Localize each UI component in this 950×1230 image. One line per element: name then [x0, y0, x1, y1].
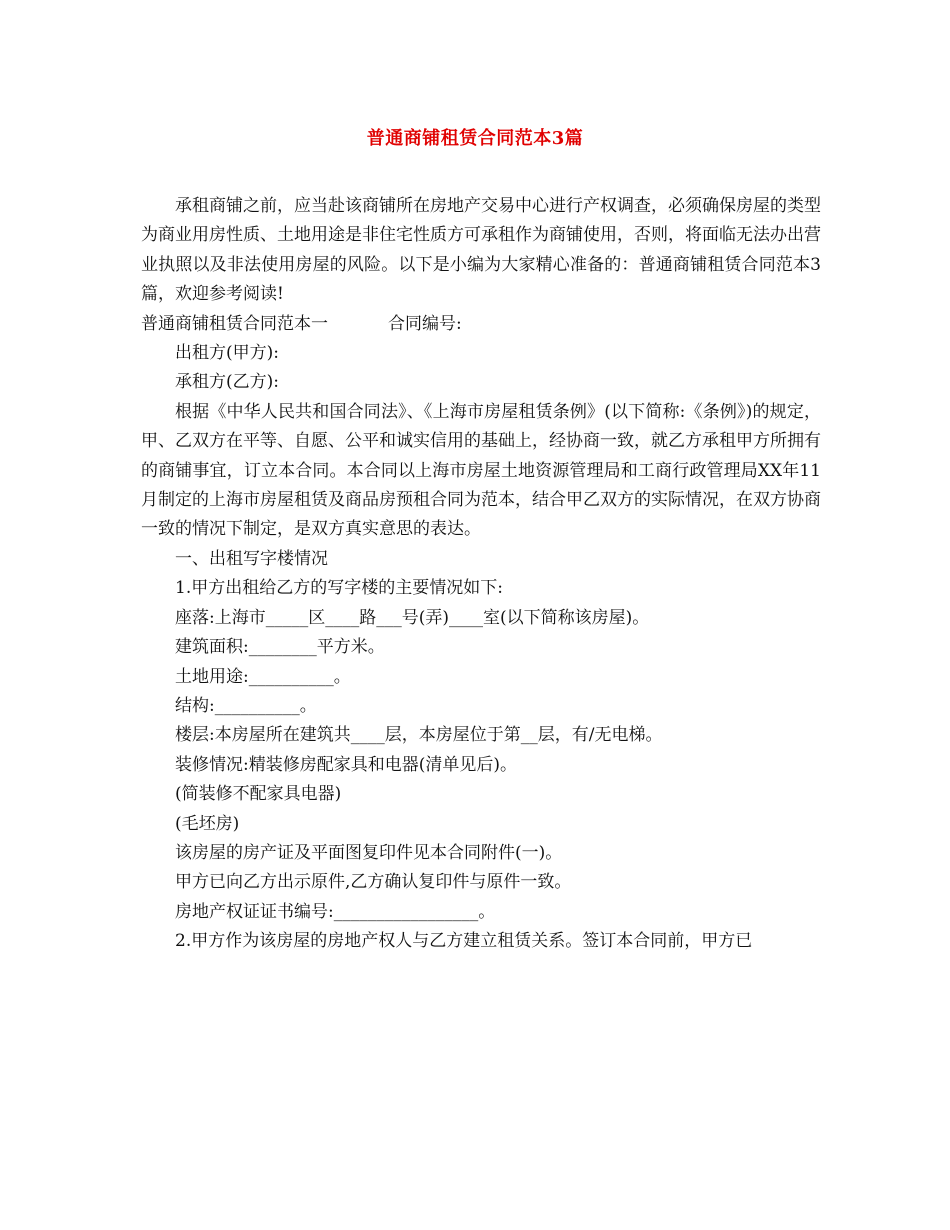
original-shown-line: 甲方已向乙方出示原件,乙方确认复印件与原件一致。 — [175, 872, 572, 893]
decoration-line: 装修情况:精装修房配家具和电器(清单见后)。 — [175, 754, 517, 775]
location-line: 座落:上海市_____区____路___号(弄)____室(以下简称该房屋)。 — [175, 607, 650, 628]
structure-line: 结构:__________。 — [175, 695, 317, 716]
decoration-simple-line: (简装修不配家具电器) — [175, 784, 342, 805]
lessor-line: 出租方(甲方): — [175, 343, 279, 364]
certificate-copy-line: 该房屋的房产证及平面图复印件见本合同附件(一)。 — [175, 842, 563, 863]
decoration-rough-line: (毛坯房) — [175, 813, 240, 834]
land-use-line: 土地用途:__________。 — [175, 666, 351, 687]
document-body — [141, 192, 821, 957]
contract-number-label: 合同编号: — [388, 313, 462, 334]
basis-paragraph: 根据《中华人民共和国合同法》、《上海市房屋租赁条例》(以下简称:《条例》)的规定，甲、乙双方在平等、自愿、公平和诚实信用的基础上，经协商一致，就乙方承租甲方所拥有的商铺事宜，订立本合同。本合同以上海市房屋土地资源管理局和工商行政管理局XX年11月制定的上海市房屋租赁及商品房预租合同为范本，结合甲乙双方的实际情况，在双方协商一致的情况下制定，是双方真实意思的表达。 — [141, 401, 821, 540]
floor-line: 楼层:本房屋所在建筑共____层，本房屋位于第__层，有/无电梯。 — [175, 725, 663, 746]
item-2: 2.甲方作为该房屋的房地产权人与乙方建立租赁关系。签订本合同前，甲方已 — [175, 931, 753, 952]
section-1-title: 一、出租写字楼情况 — [175, 548, 328, 569]
item-1: 1.甲方出租给乙方的写字楼的主要情况如下: — [175, 578, 503, 599]
contract-heading: 普通商铺租赁合同范本一 — [141, 313, 328, 334]
certificate-number-line: 房地产权证证书编号:_________________。 — [175, 901, 496, 922]
document-title: 普通商铺租赁合同范本3篇 — [366, 128, 584, 149]
contract-heading-line — [141, 310, 821, 339]
area-line: 建筑面积:________平方米。 — [175, 637, 385, 658]
lessee-line: 承租方(乙方): — [175, 372, 279, 393]
intro-paragraph: 承租商铺之前，应当赴该商铺所在房地产交易中心进行产权调查，必须确保房屋的类型为商业用房性质、土地用途是非住宅性质方可承租作为商铺使用，否则，将面临无法办出营业执照以及非法使用房屋的风险。以下是小编为大家精心准备的：普通商铺租赁合同范本3篇，欢迎参考阅读! — [141, 196, 821, 305]
